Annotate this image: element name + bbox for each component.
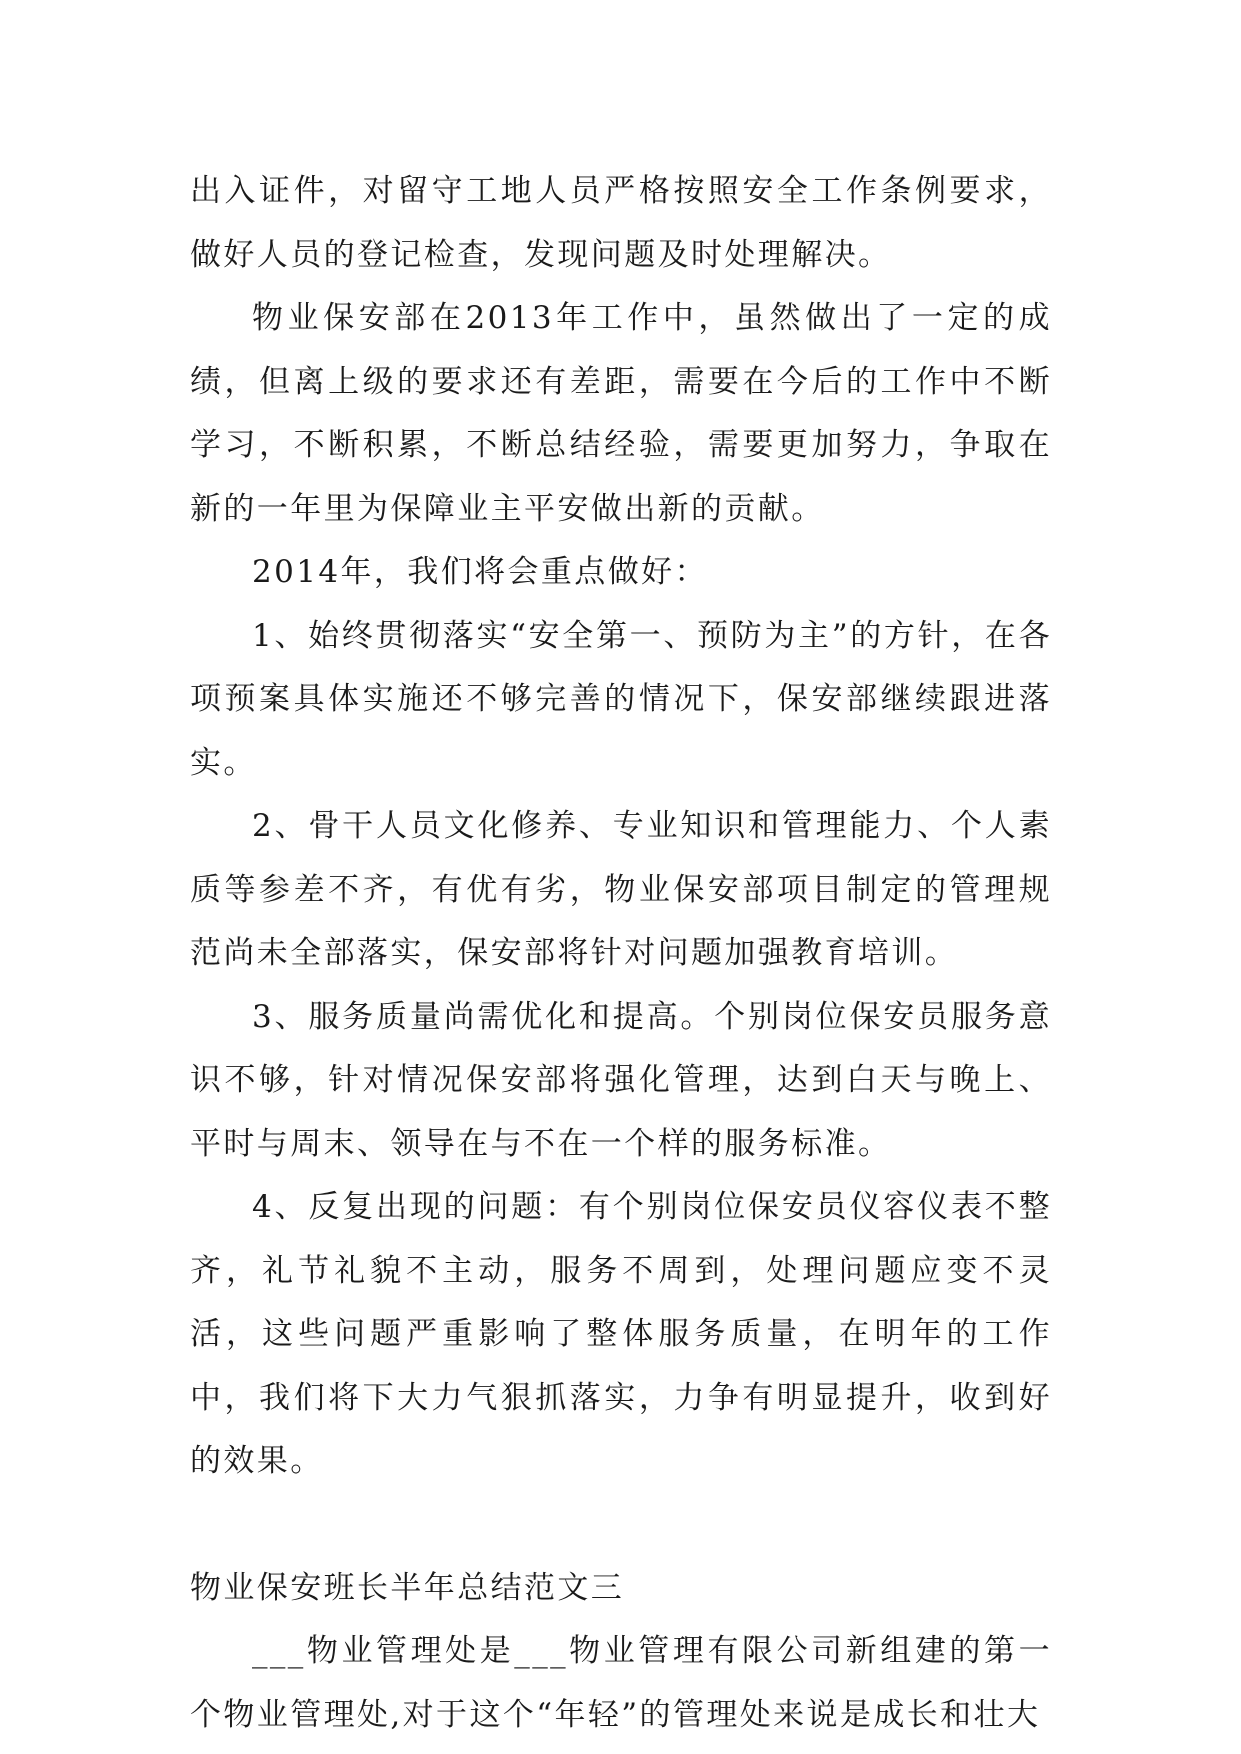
paragraph-section-intro: ___物业管理处是___物业管理有限公司新组建的第一个物业管理处,对于这个“年轻”的管理处来说是成长和壮大 bbox=[190, 1633, 1052, 1733]
paragraph-plan-item-2: 2、骨干人员文化修养、专业知识和管理能力、个人素质等参差不齐，有优有劣，物业保安部项目制定的管理规范尚未全部落实，保安部将针对问题加强教育培训。 bbox=[190, 808, 1052, 971]
paragraph-plan-item-3: 3、服务质量尚需优化和提高。个别岗位保安员服务意识不够，针对情况保安部将强化管理，达到白天与晚上、平时与周末、领导在与不在一个样的服务标准。 bbox=[190, 998, 1052, 1162]
paragraph-continuation: 出入证件，对留守工地人员严格按照安全工作条例要求，做好人员的登记检查，发现问题及时处理解决。 bbox=[190, 173, 1052, 273]
document-body bbox=[190, 160, 1052, 1747]
paragraph-summary: 物业保安部在2013年工作中，虽然做出了一定的成绩，但离上级的要求还有差距，需要在今后的工作中不断学习，不断积累，不断总结经验，需要更加努力，争取在新的一年里为保障业主平安做出新的贡献。 bbox=[190, 300, 1052, 527]
paragraph-plan-item-4: 4、反复出现的问题：有个别岗位保安员仪容仪表不整齐，礼节礼貌不主动，服务不周到，处理问题应变不灵活，这些问题严重影响了整体服务质量，在明年的工作中，我们将下大力气狠抓落实，力争有明显提升，收到好的效果。 bbox=[190, 1189, 1052, 1479]
section-spacer bbox=[190, 1494, 1052, 1557]
paragraph-plan-item-1: 1、始终贯彻落实“安全第一、预防为主”的方针，在各项预案具体实施还不够完善的情况下，保安部继续跟进落实。 bbox=[190, 617, 1052, 781]
paragraph-plan-intro: 2014年，我们将会重点做好： bbox=[252, 554, 708, 590]
section-heading: 物业保安班长半年总结范文三 bbox=[190, 1569, 625, 1606]
